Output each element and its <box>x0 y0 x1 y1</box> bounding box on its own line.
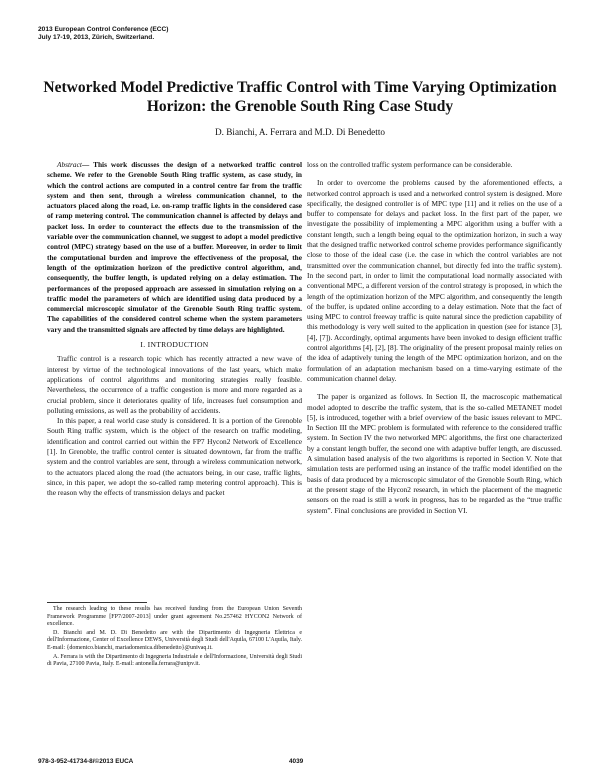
right-paragraph-0: loss on the controlled traffic system performance can be considerable. <box>307 160 513 169</box>
left-column <box>47 160 302 499</box>
intro-heading: I. INTRODUCTION <box>140 340 209 350</box>
abstract-text: — This work discusses the design of a networked traffic control scheme. We refer to the Grenoble South Ring traffic system, as case study, in which the control actions are computed in a control centre far from the traffic system and then sent, through a wireless communication channel, to the actuators placed along the road, i.e. on-ramp traffic lights in the considered case of ramp metering control. The communication channel is affected by delays and packet loss. In order to counteract the effects due to the transmission of the variable over the communication channel, we suggest to adopt a model predictive control (MPC) strategy based on the use of a buffer. Moreover, in order to limit the computational burden and improve the effectiveness of the proposal, the length of the optimization horizon of the predictive control algorithm, and, consequently, the buffer length, is updated relying on a delay estimation. The performances of the proposed approach are assessed in simulation relying on a traffic model the parameters of which are identified using data produced by a commercial microscopic simulator of the Grenoble South Ring traffic system. The capabilities of the considered control scheme when the system parameters vary and the transmitted signals are affected by time delays are highlighted. <box>47 160 302 334</box>
right-paragraph-1: In order to overcome the problems caused by the aforementioned effects, a networked control approach is used and a networked control system is designed. More specifically, the designed controller is of MPC type [11] and it relies on the use of a buffer to compensate for delays and packet loss. In the first part of the paper, we investigate the possibility of implementing a MPC algorithm using a buffer with a constant length, such a length being equal to the optimization horizon, in such a way that the designed traffic networked control scheme provides performance significantly close to those of the ideal case (i.e. the case in which the control variables are not transmitted over the communication channel, but directly fed into the traffic system). In the second part, in order to limit the computational load normally associated with conventional MPC, a different version of the control strategy is proposed, in which the length of the optimization horizon of the MPC algorithm, and consequently the length of the buffer, is updated online according to a delay estimation. Note that the fact of using MPC to control freeway traffic is quite natural since the prediction capability of this methodology is very well suited to the application in question (see for istance [3], [4], [7]). Accordingly, optimal arguments have been invoked to design efficient traffic control algorithms [4], [2], [8]. The originality of the present proposal mainly relies on the idea of adaptively tuning the length of the MPC optimization horizon, and on the formulation of an adaptation mechanism based on a time-varying estimate of the communication channel delay. <box>307 178 562 383</box>
page-number: 4039 <box>289 758 304 765</box>
intro-paragraph-2: In this paper, a real world case study is considered. It is a portion of the Grenoble South Ring traffic system, which is the object of the research on traffic modeling, identification and control carried out within the FP7 Hycon2 Network of Excellence [1]. In Grenoble, the traffic control center is situated downtown, far from the traffic system and the control variables are sent, through a wireless communication network, to the actuators placed along the road (the actuators being, in our case, traffic lights, since, in this paper, we adopt the so-called ramp metering control approach). This is the reason why the effects of transmission delays and packet <box>47 416 302 498</box>
footnote-funding: The research leading to these results has received funding from the European Union Seventh Framework Programme [FP7/2007-2013] under grant agreement No.257462 HYCON2 Network of excellence. <box>47 606 302 628</box>
abstract <box>47 160 302 335</box>
right-paragraph-2: The paper is organized as follows. In Section II, the macroscopic mathematical model adopted to describe the traffic system, that is the so-called METANET model [5], is introduced, together with a brief overview of the basic issues relevant to MPC. In Section III the MPC problem is formulated with reference to the considered traffic system. In Section IV the two networked MPC algorithms, the first one characterized by a constant length buffer, the second one with adaptive buffer length, are discussed. A simulation based analysis of the two algorithms is reported in Section V. Note that simulation tests are performed using an instance of the traffic model identified on the basis of data produced by a microscopic simulator of the Grenoble South Ring, which at the present stage of the Hycon2 research, in which the placement of the magnetic sensors on the road is still a work in progress, has to be regarded as the “true traffic system”. Final conclusions are provided in Section VI. <box>307 392 562 515</box>
conference-dates: July 17-19, 2013, Zürich, Switzerland. <box>38 34 155 42</box>
footnote-rule <box>47 602 147 603</box>
paper-authors: D. Bianchi, A. Ferrara and M.D. Di Benedetto <box>215 127 385 137</box>
intro-paragraph-1: Traffic control is a research topic which has recently attracted a new wave of interest by virtue of the technological innovations of the last years, which make applications of control algorithms and monitoring strategies really feasible. Nevertheless, the occurrence of a traffic congestion is more and more regarded as a crucial problem, since it deteriorates quality of life, increases fuel consumption and polluting emissions, as well as the probability of accidents. <box>47 354 302 415</box>
conference-name: 2013 European Control Conference (ECC) <box>38 26 169 33</box>
right-column <box>307 160 562 516</box>
isbn-footer: 978-3-952-41734-8/©2013 EUCA <box>38 758 134 765</box>
abstract-label: Abstract <box>57 160 82 169</box>
conference-header <box>38 26 168 42</box>
paper-title: Networked Model Predictive Traffic Control with Time Varying Optimization Horizon: the Grenoble South Ring Case Study <box>43 79 557 115</box>
footnote-affiliation-1: D. Bianchi and M. D. Di Benedetto are with the Dipartimento di Ingegneria Elettrica e dell'Informazione, Center of Excellence DEWS, Università degli Studi dell'Aquila, 67100 L'Aquila, Italy. E-mail: {domenico.bianchi, mariadomenica.dibenedetto}@univaq.it. <box>47 629 302 651</box>
footnotes <box>47 606 302 670</box>
footnote-affiliation-2: A. Ferrara is with the Dipartimento di Ingegneria Industriale e dell'Informazione, Università degli Studi di Pavia, 27100 Pavia, Italy. E-mail: antonella.ferrara@unipv.it. <box>47 653 302 668</box>
